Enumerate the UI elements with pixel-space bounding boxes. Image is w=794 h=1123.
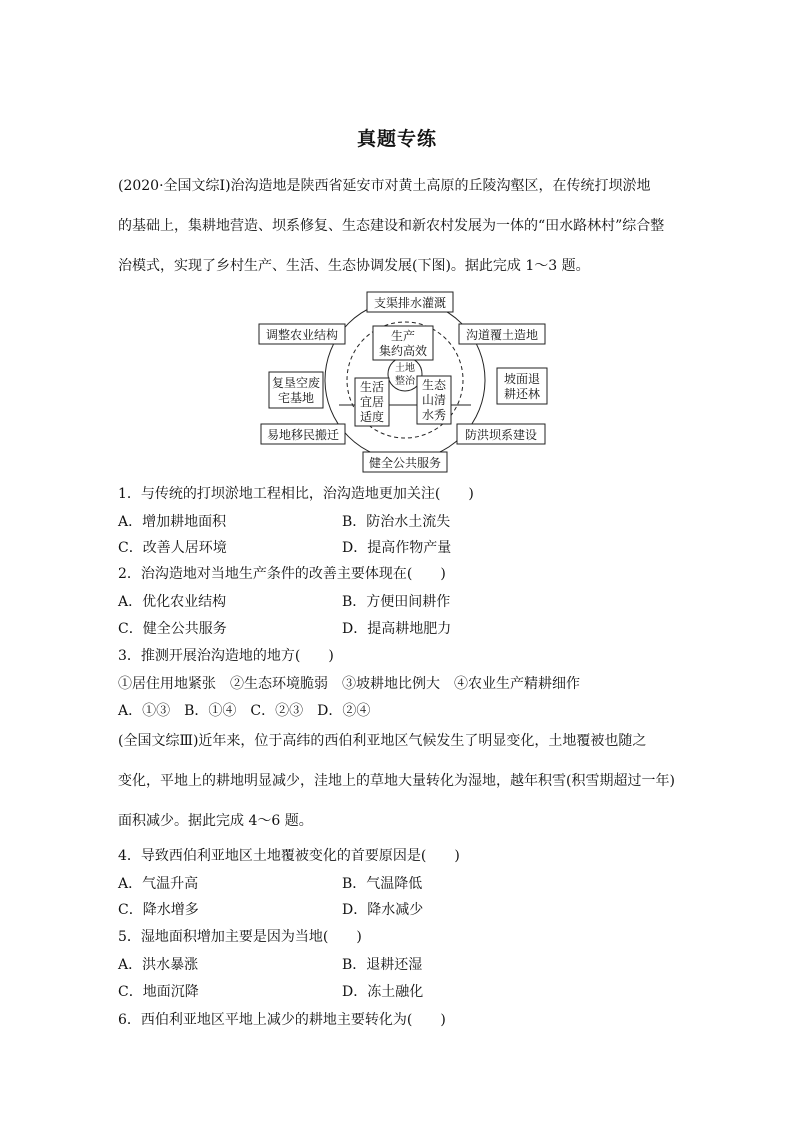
q3-items: ①居住用地紧张 ②生态环境脆弱 ③坡耕地比例大 ④农业生产精耕细作 (118, 676, 580, 692)
label-center-1: 土地 (395, 363, 415, 374)
q4-option-c: C．降水增多 (118, 902, 199, 918)
q5-option-b: B．退耕还湿 (342, 957, 423, 973)
intro2-line: (全国文综Ⅲ)近年来，位于高纬的西伯利亚地区气候发生了明显变化，土地覆被也随之 (118, 733, 647, 749)
q4-option-d: D．降水减少 (342, 902, 424, 918)
q1-option-a: A．增加耕地面积 (118, 514, 227, 530)
q4-option-a: A．气温升高 (118, 876, 199, 892)
label-tiaozheng: 调整农业结构 (265, 328, 339, 342)
label-pomian-2: 耕还林 (503, 387, 541, 401)
q2-option-a: A．优化农业结构 (118, 594, 227, 610)
question-5-stem: 5．湿地面积增加主要是因为当地( ) (118, 929, 362, 945)
q4-option-b: B．气温降低 (342, 876, 423, 892)
q1-option-b: B．防治水土流失 (342, 514, 451, 530)
label-shenghuo-2: 宜居 (359, 395, 385, 409)
label-fuken-2: 宅基地 (277, 391, 315, 405)
label-fuken-1: 复垦空废 (271, 376, 321, 390)
label-center-2: 整治 (395, 376, 415, 387)
q2-option-b: B．方便田间耕作 (342, 594, 451, 610)
intro1-line: (2020·全国文综Ⅰ)治沟造地是陕西省延安市对黄土高原的丘陵沟壑区，在传统打坝淤地 (118, 178, 651, 194)
question-2-stem: 2．治沟造地对当地生产条件的改善主要体现在( ) (118, 566, 446, 582)
intro-paragraph-1 (118, 176, 683, 296)
question-4-stem: 4．导致西伯利亚地区土地覆被变化的首要原因是( ) (118, 848, 460, 864)
label-shengtai-3: 水秀 (421, 408, 447, 422)
label-pomian-1: 坡面退 (503, 372, 541, 386)
intro2-line: 变化，平地上的耕地明显减少，洼地上的草地大量转化为湿地，越年积雪(积雪期超过一年) (118, 773, 675, 789)
label-shengchan-2: 集约高效 (378, 344, 428, 358)
question-3-stem: 3．推测开展治沟造地的地方( ) (118, 648, 334, 664)
label-shenghuo-1: 生活 (359, 380, 385, 394)
label-fanghong: 防洪坝系建设 (464, 428, 538, 442)
page-title: 真题专练 (356, 128, 437, 150)
intro2-line: 面积减少。据此完成 4～6 题。 (118, 813, 313, 829)
land-consolidation-diagram (255, 288, 555, 474)
label-yidi: 易地移民搬迁 (266, 428, 340, 442)
intro-paragraph-2 (118, 731, 683, 851)
label-zhiqu: 支渠排水灌溉 (373, 296, 447, 310)
label-shenghuo-3: 适度 (359, 410, 385, 424)
question-6-stem: 6．西伯利亚地区平地上减少的耕地主要转化为( ) (118, 1012, 446, 1028)
intro1-line: 的基础上，集耕地营造、坝系修复、生态建设和新农村发展为一体的“田水路林村”综合整 (118, 218, 665, 234)
q3-options: A．①③ B．①④ C．②③ D．②④ (118, 703, 371, 719)
q2-option-c: C．健全公共服务 (118, 621, 227, 637)
question-1-stem: 1．与传统的打坝淤地工程相比，治沟造地更加关注( ) (118, 486, 474, 502)
label-shengtai-2: 山清 (421, 393, 447, 407)
q1-option-c: C．改善人居环境 (118, 540, 227, 556)
q1-option-d: D．提高作物产量 (342, 540, 452, 556)
label-shengtai-1: 生态 (421, 378, 447, 392)
label-jianquan: 健全公共服务 (368, 456, 442, 470)
q5-option-c: C．地面沉降 (118, 984, 199, 1000)
label-goudao: 沟道覆土造地 (465, 328, 539, 342)
intro1-line: 治模式，实现了乡村生产、生活、生态协调发展(下图)。据此完成 1～3 题。 (118, 258, 590, 274)
q5-option-a: A．洪水暴涨 (118, 957, 199, 973)
q2-option-d: D．提高耕地肥力 (342, 621, 452, 637)
label-shengchan-1: 生产 (390, 329, 416, 343)
q5-option-d: D．冻土融化 (342, 984, 424, 1000)
